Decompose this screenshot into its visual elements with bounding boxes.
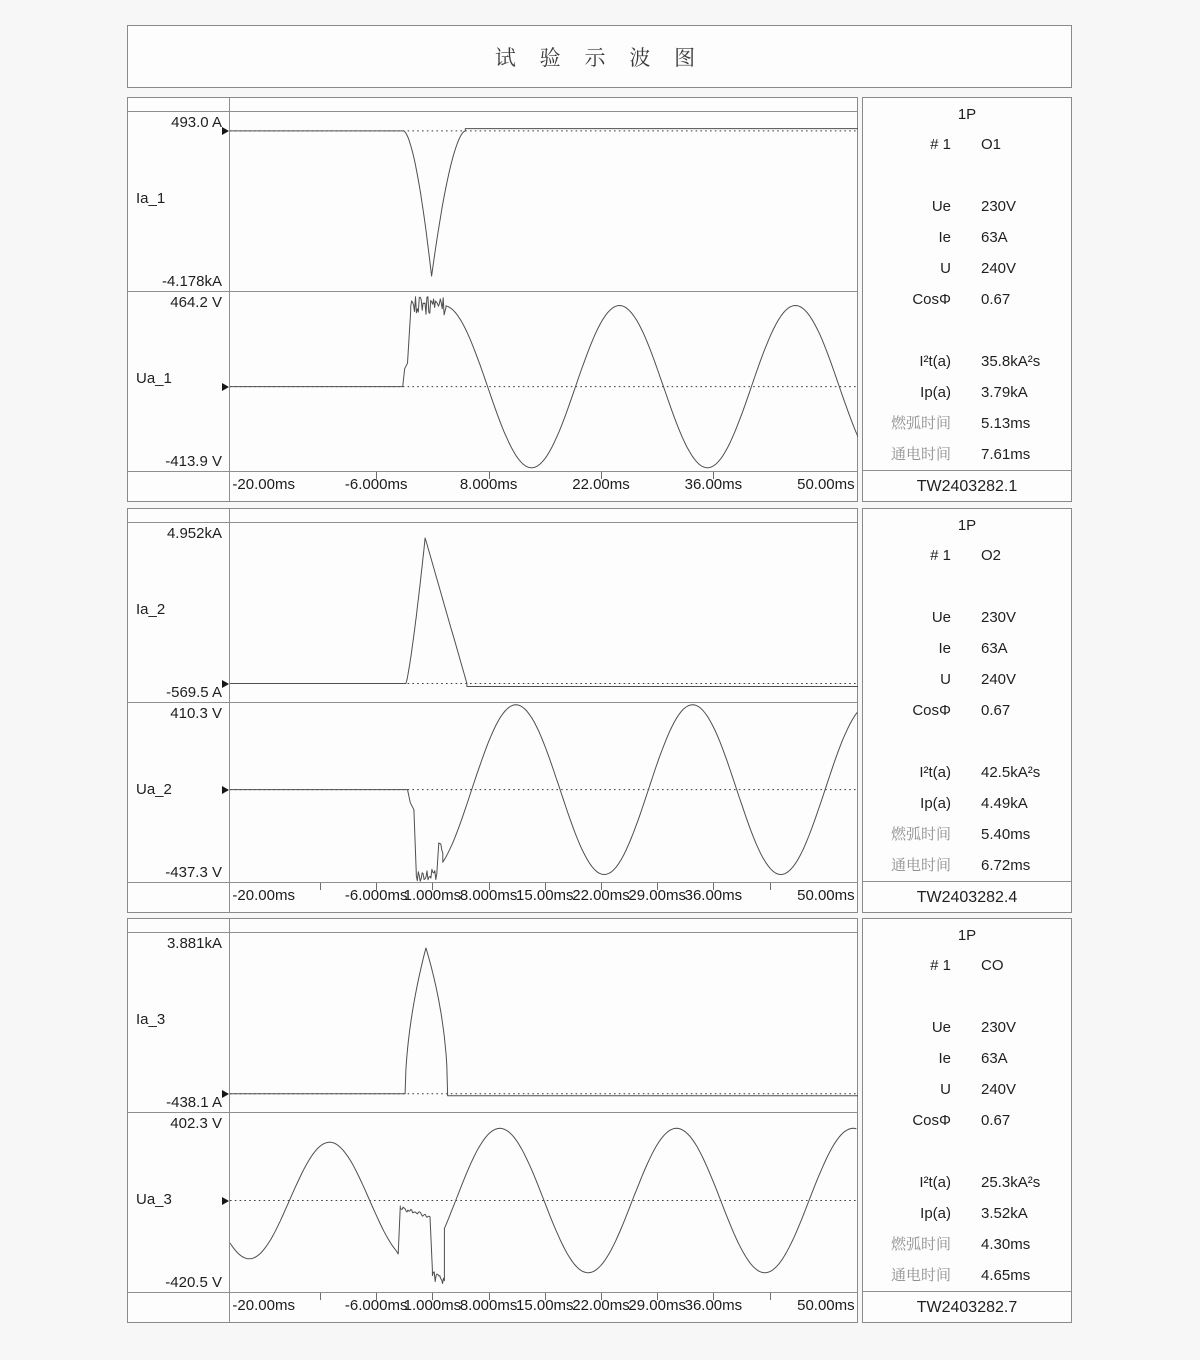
panel-2-hline-2: [128, 882, 857, 883]
result-label: 通电时间: [890, 446, 951, 463]
panel-3-phase-row: [863, 927, 1071, 944]
result-value: 7.61ms: [981, 446, 1031, 463]
ua-1-plot: [230, 292, 858, 471]
panel-1-result-row-1: [863, 384, 1071, 401]
panel-1-info-box: [862, 97, 1072, 502]
operation-label: O2: [981, 547, 1002, 564]
panel-2-param-row-ie: [863, 640, 1071, 657]
panel-2-result-row-2: [863, 826, 1071, 843]
ia-2-baseline-arrow-icon: [222, 680, 229, 688]
result-label: 燃弧时间: [890, 415, 951, 432]
result-value: 4.30ms: [981, 1236, 1031, 1253]
ua-1-channel-label: Ua_1: [136, 370, 172, 387]
ua-3-min-label: -420.5 V: [165, 1274, 222, 1291]
param-label: Ie: [938, 229, 951, 246]
ua-2-channel-label: Ua_2: [136, 781, 172, 798]
param-value: 240V: [981, 1081, 1017, 1098]
result-label: 通电时间: [890, 857, 951, 874]
result-label: I²t(a): [919, 353, 951, 370]
ia-2-max-label: 4.952kA: [166, 525, 222, 542]
panel-3-result-row-1: [863, 1205, 1071, 1222]
param-value: 240V: [981, 671, 1017, 688]
panel-3-time-label: 29.00ms: [628, 1297, 686, 1314]
ua-1-min-label: -413.9 V: [165, 453, 222, 470]
panel-1-time-label: 36.00ms: [684, 476, 743, 493]
param-value: 63A: [981, 229, 1008, 246]
panel-2-time-label: 36.00ms: [684, 887, 743, 904]
param-value: 0.67: [981, 1112, 1011, 1129]
param-label: Ue: [931, 1019, 951, 1036]
panel-2-param-row-u: [863, 671, 1071, 688]
param-label: Ie: [938, 640, 951, 657]
param-label: CosΦ: [912, 702, 951, 719]
ia-1-channel-label: Ia_1: [136, 190, 166, 207]
result-value: 5.13ms: [981, 415, 1031, 432]
panel-2-param-row-cosφ: [863, 702, 1071, 719]
panel-3-time-label: -20.00ms: [232, 1297, 295, 1314]
result-label: 燃弧时间: [890, 826, 951, 843]
panel-3-hline-2: [128, 1292, 857, 1293]
title-box: [127, 25, 1072, 88]
panel-2-phase-row: [863, 517, 1071, 534]
param-label: CosΦ: [912, 291, 951, 308]
panel-2-axis-tick: [320, 883, 321, 890]
panel-3-waveform-box: [127, 918, 858, 1323]
panel-3-time-label: 50.00ms: [797, 1297, 855, 1314]
panel-1-report-number: TW2403282.1: [916, 478, 1018, 495]
param-label: Ue: [931, 609, 951, 626]
panel-3-sample-row: [863, 957, 1071, 974]
panel-1-waveform-box: [127, 97, 858, 502]
panel-3-result-row-2: [863, 1236, 1071, 1253]
param-label: U: [940, 671, 951, 688]
panel-2-result-row-1: [863, 795, 1071, 812]
panel-2-time-label: -6.000ms: [344, 887, 408, 904]
param-label: U: [940, 260, 951, 277]
panel-2-result-row-0: [863, 764, 1071, 781]
result-label: 燃弧时间: [890, 1236, 951, 1253]
panel-3-info-box: [862, 918, 1072, 1323]
result-value: 25.3kA²s: [981, 1174, 1041, 1191]
panel-3-time-label: 15.00ms: [516, 1297, 574, 1314]
operation-label: CO: [981, 957, 1004, 974]
panel-2-time-label: 15.00ms: [516, 887, 574, 904]
panel-1-time-label: -20.00ms: [232, 476, 295, 493]
panel-2-report-number: TW2403282.4: [916, 889, 1018, 906]
panel-1-time-label: 8.000ms: [459, 476, 518, 493]
sample-number-label: # 1: [930, 136, 951, 153]
result-value: 4.65ms: [981, 1267, 1031, 1284]
panel-3-time-label: 1.000ms: [403, 1297, 462, 1314]
result-label: 通电时间: [890, 1267, 951, 1284]
ia-2-trace: [230, 538, 858, 687]
sample-number-label: # 1: [930, 957, 951, 974]
page-title: 试 验 示 波 图: [494, 46, 705, 70]
operation-label: O1: [981, 136, 1002, 153]
phase-label: 1P: [957, 927, 977, 944]
sample-number-label: # 1: [930, 547, 951, 564]
panel-3-param-row-cosφ: [863, 1112, 1071, 1129]
param-label: CosΦ: [912, 1112, 951, 1129]
ua-1-trace: [230, 297, 858, 468]
panel-3-info-separator: [863, 1291, 1071, 1292]
result-label: I²t(a): [919, 764, 951, 781]
panel-1-param-row-u: [863, 260, 1071, 277]
ia-2-plot: [230, 523, 858, 702]
panel-2-time-label: 22.00ms: [572, 887, 630, 904]
panel-1-hline-2: [128, 471, 857, 472]
param-value: 230V: [981, 198, 1017, 215]
ia-2-channel-label: Ia_2: [136, 601, 166, 618]
panel-3-time-label: 36.00ms: [684, 1297, 743, 1314]
ia-1-max-label: 493.0 A: [171, 114, 222, 131]
panel-3-time-label: 22.00ms: [572, 1297, 630, 1314]
param-label: Ie: [938, 1050, 951, 1067]
ia-3-channel-label: Ia_3: [136, 1011, 166, 1028]
result-value: 35.8kA²s: [981, 353, 1041, 370]
panel-3-result-row-0: [863, 1174, 1071, 1191]
panel-3-axis-tick: [770, 1293, 771, 1300]
param-value: 63A: [981, 1050, 1008, 1067]
panel-1-param-row-ue: [863, 198, 1071, 215]
ua-1-baseline-arrow-icon: [222, 383, 229, 391]
ua-3-plot: [230, 1113, 858, 1292]
panel-3-param-row-ie: [863, 1050, 1071, 1067]
panel-1-result-row-0: [863, 353, 1071, 370]
panel-3-param-row-u: [863, 1081, 1071, 1098]
panel-2-time-label: 29.00ms: [628, 887, 686, 904]
panel-1-phase-row: [863, 106, 1071, 123]
panel-2-param-row-ue: [863, 609, 1071, 626]
panel-2-time-label: 50.00ms: [797, 887, 855, 904]
ua-3-trace: [230, 1128, 856, 1283]
panel-1-param-row-ie: [863, 229, 1071, 246]
result-label: I²t(a): [919, 1174, 951, 1191]
panel-2-time-label: -20.00ms: [232, 887, 295, 904]
param-value: 63A: [981, 640, 1008, 657]
panel-1-time-label: 50.00ms: [797, 476, 855, 493]
panel-1-param-row-cosφ: [863, 291, 1071, 308]
panel-3-axis-tick: [320, 1293, 321, 1300]
panel-1-time-label: -6.000ms: [344, 476, 408, 493]
param-value: 230V: [981, 1019, 1017, 1036]
ia-1-min-label: -4.178kA: [161, 273, 222, 290]
panel-1-info-separator: [863, 470, 1071, 471]
panel-2-result-row-3: [863, 857, 1071, 874]
result-value: 3.52kA: [981, 1205, 1028, 1222]
panel-1-result-row-2: [863, 415, 1071, 432]
ua-2-trace: [230, 705, 857, 881]
param-value: 0.67: [981, 702, 1011, 719]
result-label: Ip(a): [920, 795, 951, 812]
ia-1-trace: [230, 129, 858, 277]
result-value: 5.40ms: [981, 826, 1031, 843]
param-label: Ue: [931, 198, 951, 215]
ia-3-plot: [230, 933, 858, 1112]
param-value: 230V: [981, 609, 1017, 626]
ua-1-max-label: 464.2 V: [170, 294, 222, 311]
result-value: 42.5kA²s: [981, 764, 1041, 781]
panel-2-sample-row: [863, 547, 1071, 564]
ua-3-baseline-arrow-icon: [222, 1197, 229, 1205]
panel-2-axis-tick: [770, 883, 771, 890]
ia-2-min-label: -569.5 A: [166, 684, 222, 701]
panel-2-time-label: 8.000ms: [459, 887, 518, 904]
panel-1-sample-row: [863, 136, 1071, 153]
ua-3-channel-label: Ua_3: [136, 1191, 172, 1208]
result-value: 3.79kA: [981, 384, 1028, 401]
panel-2-time-label: 1.000ms: [403, 887, 462, 904]
ia-1-baseline-arrow-icon: [222, 127, 229, 135]
panel-1-time-label: 22.00ms: [572, 476, 630, 493]
panel-3-time-label: -6.000ms: [344, 1297, 408, 1314]
ia-3-baseline-arrow-icon: [222, 1090, 229, 1098]
panel-3-result-row-3: [863, 1267, 1071, 1284]
phase-label: 1P: [957, 517, 977, 534]
result-value: 6.72ms: [981, 857, 1031, 874]
panel-3-param-row-ue: [863, 1019, 1071, 1036]
ia-3-trace: [230, 948, 858, 1096]
result-value: 4.49kA: [981, 795, 1028, 812]
param-label: U: [940, 1081, 951, 1098]
ua-2-min-label: -437.3 V: [165, 864, 222, 881]
panel-2-info-separator: [863, 881, 1071, 882]
ua-2-baseline-arrow-icon: [222, 786, 229, 794]
ua-2-max-label: 410.3 V: [170, 705, 222, 722]
panel-2-info-box: [862, 508, 1072, 913]
panel-2-waveform-box: [127, 508, 858, 913]
panel-3-time-label: 8.000ms: [459, 1297, 518, 1314]
ua-3-max-label: 402.3 V: [170, 1115, 222, 1132]
phase-label: 1P: [957, 106, 977, 123]
param-value: 0.67: [981, 291, 1011, 308]
ia-3-min-label: -438.1 A: [166, 1094, 222, 1111]
result-label: Ip(a): [920, 384, 951, 401]
result-label: Ip(a): [920, 1205, 951, 1222]
panel-3-report-number: TW2403282.7: [916, 1299, 1018, 1316]
ia-3-max-label: 3.881kA: [166, 935, 222, 952]
param-value: 240V: [981, 260, 1017, 277]
panel-1-result-row-3: [863, 446, 1071, 463]
ia-1-plot: [230, 112, 858, 291]
ua-2-plot: [230, 703, 858, 882]
